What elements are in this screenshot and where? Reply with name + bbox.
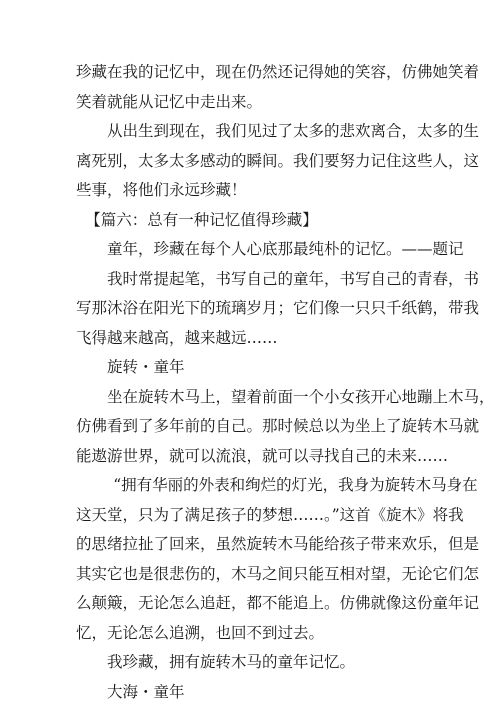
epigraph [76, 235, 464, 265]
document-body [76, 58, 495, 707]
text-line: 写那沐浴在阳光下的琉璃岁月；它们像一只只千纸鹤，带我 [76, 299, 480, 317]
subheading [76, 678, 430, 707]
text-line: 童年，珍藏在每个人心底那最纯朴的记忆。——题记 [107, 240, 464, 258]
text-line: 能遨游世界，就可以流浪，就可以寻找自己的未来…… [76, 446, 449, 465]
paragraph-continuation [76, 58, 480, 117]
text-line: 这天堂，只为了满足孩子的梦想……。”这首《旋木》将我 [76, 505, 464, 524]
subheading-text: 大海・童年 [107, 682, 185, 701]
text-line: 我珍藏，拥有旋转木马的童年记忆。 [107, 653, 356, 671]
text-line: 珍藏在我的记忆中，现在仍然还记得她的笑容，仿佛她笑着 [76, 63, 480, 81]
subheading [76, 353, 430, 383]
section-heading [76, 206, 430, 236]
paragraph [76, 117, 480, 206]
text-line: 仿佛看到了多年前的自己。那时候总以为坐上了旋转木马就 [76, 417, 480, 435]
paragraph [76, 648, 430, 678]
text-line: 笑着就能从记忆中走出来。 [76, 92, 263, 111]
text-line: 忆，无论怎么追溯，也回不到过去。 [76, 623, 325, 642]
text-line: “拥有华丽的外表和绚烂的灯光，我身为旋转木马身在 [113, 476, 478, 494]
text-line: 么颠簸，无论怎么追赶，都不能追上。仿佛就像这份童年记 [76, 594, 480, 612]
paragraph [76, 265, 480, 354]
subheading-text: 旋转・童年 [107, 358, 185, 376]
text-line: 的思绪拉扯了回来，虽然旋转木马能给孩子带来欢乐，但是 [76, 535, 480, 553]
text-line: 其实它也是很悲伤的，木马之间只能互相对望，无论它们怎 [76, 564, 480, 583]
text-line: 从出生到现在，我们见过了太多的悲欢离合，太多的生 [107, 122, 480, 140]
text-line: 离死别，太多太多感动的瞬间。我们要努力记住这些人，这 [76, 151, 480, 170]
paragraph [76, 471, 480, 648]
text-line: 些事，将他们永远珍藏！ [76, 181, 247, 199]
text-line: 坐在旋转木马上，望着前面一个小女孩开心地蹦上木马， [107, 387, 495, 406]
text-line: 飞得越来越高，越来越远…… [76, 328, 278, 347]
paragraph [76, 383, 495, 472]
text-line: 我时常提起笔，书写自己的童年，书写自己的青春，书 [107, 269, 480, 288]
heading-text: 【篇六：总有一种记忆值得珍藏】 [85, 210, 318, 229]
